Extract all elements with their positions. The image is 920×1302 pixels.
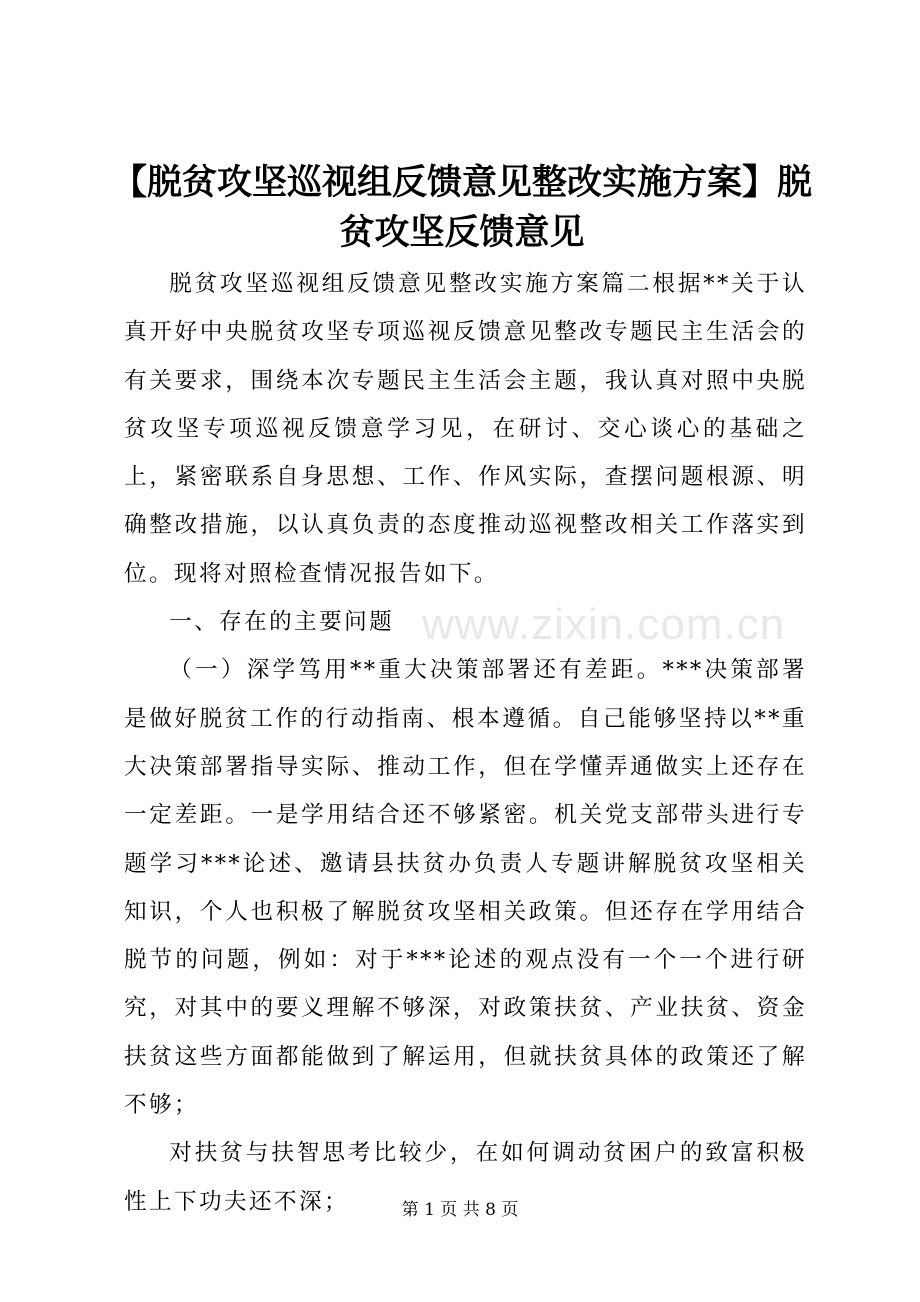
- document-title: [112, 158, 812, 258]
- section-heading: 一、存在的主要问题: [169, 609, 395, 636]
- paragraph-issue-2: 对扶贫与扶智思考比较少，在如何调动贫困户的致富积极性上下功夫还不深；: [124, 1140, 807, 1215]
- paragraph-issue-1: （一）深学笃用**重大决策部署还有差距。***决策部署是做好脱贫工作的行动指南、根本遵循。自己能够坚持以**重大决策部署指导实际、推动工作，但在学懂弄通做实上还存在一定差距。一是学用结合还不够紧密。机关党支部带头进行专题学习***论述、邀请县扶贫办负责人专题讲解脱贫攻坚相关知识，个人也积极了解脱贫攻坚相关政策。但还存在学用结合脱节的问题，例如：对于***论述的观点没有一个一个进行研究，对其中的要义理解不够深，对政策扶贫、产业扶贫、资金扶贫这些方面都能做到了解运用，但就扶贫具体的政策还了解不够；: [124, 657, 807, 1119]
- title-line-2: 贫攻坚反馈意见: [339, 212, 585, 253]
- watermark: www.zixin.com.cn: [422, 600, 786, 649]
- title-line-1: 【脱贫攻坚巡视组反馈意见整改实施方案】脱: [112, 162, 813, 203]
- paragraph-intro: 脱贫攻坚巡视组反馈意见整改实施方案篇二根据**关于认真开好中央脱贫攻坚专项巡视反馈意见整改专题民主生活会的有关要求，围绕本次专题民主生活会主题，我认真对照中央脱贫攻坚专项巡视反馈意学习见，在研讨、交心谈心的基础之上，紧密联系自身思想、工作、作风实际，查摆问题根源、明确整改措施，以认真负责的态度推动巡视整改相关工作落实到位。现将对照检查情况报告如下。: [124, 271, 807, 587]
- document-body: [124, 260, 807, 1226]
- page-footer: 第 1 页 共 8 页: [401, 1200, 519, 1220]
